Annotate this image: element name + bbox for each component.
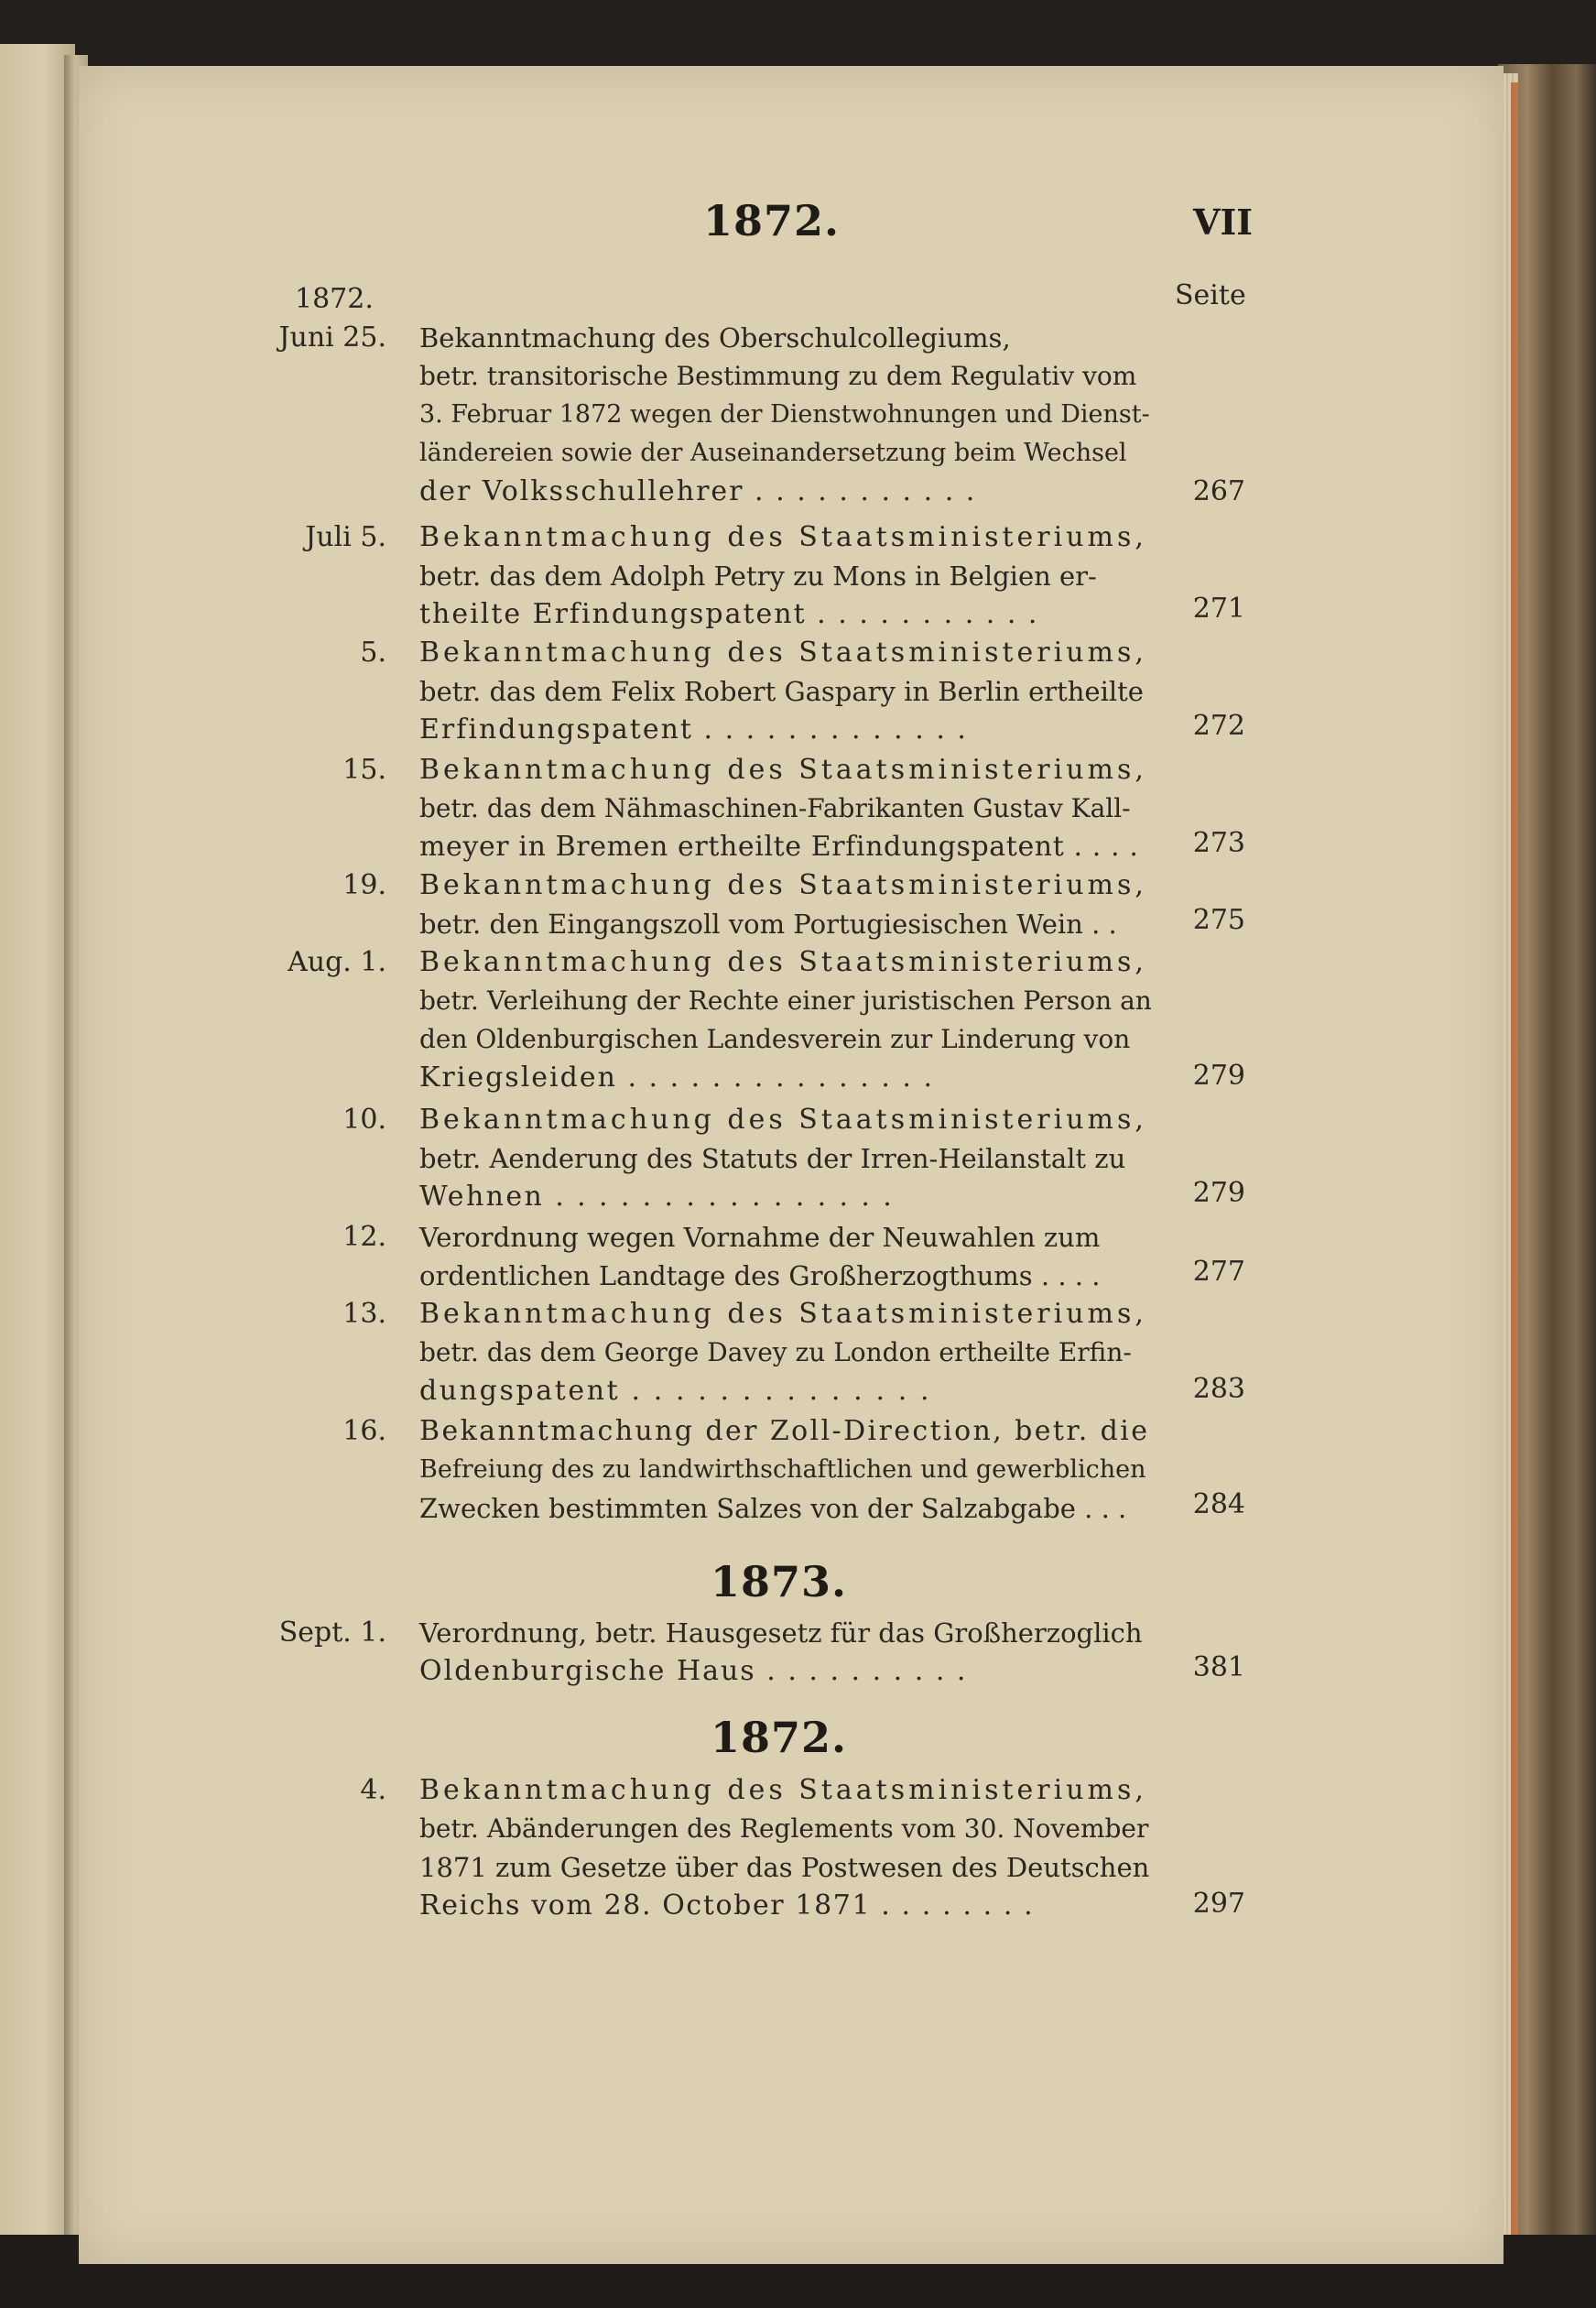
entry-date: 13. — [342, 1298, 386, 1330]
entry-page: 271 — [1192, 593, 1245, 625]
entry-line: betr. das dem Nähmaschinen-Fabrikanten Gustav Kall- — [419, 793, 1131, 823]
entry-page: 273 — [1192, 827, 1245, 859]
entry-date: 5. — [360, 637, 386, 669]
entry-page: 284 — [1192, 1488, 1245, 1520]
entry-line: betr. das dem Felix Robert Gaspary in Berlin ertheilte — [419, 676, 1144, 707]
entry-line: betr. Abänderungen des Reglements vom 30. November — [419, 1813, 1149, 1844]
entry-line: dungspatent . . . . . . . . . . . . . . — [419, 1375, 932, 1407]
entry-line: ländereien sowie der Auseinandersetzung beim Wechsel — [419, 439, 1127, 467]
entry-line: Befreiung des zu landwirthschaftlichen und gewerblichen — [419, 1455, 1146, 1484]
entry-page: 279 — [1192, 1060, 1245, 1092]
entry-date: 12. — [342, 1221, 386, 1253]
entry-page: 381 — [1192, 1651, 1245, 1683]
entry-date: Juni 25. — [278, 321, 386, 354]
entry-line: Bekanntmachung des Staatsministeriums, — [419, 1774, 1147, 1806]
entry-line: ordentlichen Landtage des Großherzogthums . . . . — [419, 1260, 1101, 1291]
entry-page: 277 — [1192, 1256, 1245, 1288]
entry-line: Bekanntmachung des Oberschulcollegiums, — [419, 322, 1011, 354]
entry-page: 267 — [1192, 475, 1245, 507]
entry-line: meyer in Bremen ertheilte Erfindungspatent . . . . — [419, 831, 1139, 863]
section-heading-1872: 1872. — [711, 1713, 848, 1762]
section-heading-1873: 1873. — [711, 1557, 848, 1606]
entry-line: betr. Verleihung der Rechte einer juristischen Person an — [419, 985, 1152, 1016]
red-page-edge — [1511, 82, 1518, 2244]
entry-line: betr. transitorische Bestimmung zu dem Regulativ vom — [419, 361, 1137, 391]
entry-line: Verordnung wegen Vornahme der Neuwahlen zum — [419, 1222, 1101, 1253]
entry-line: betr. das dem Adolph Petry zu Mons in Belgien er- — [419, 561, 1097, 592]
entry-line: 1871 zum Gesetze über das Postwesen des Deutschen — [419, 1852, 1150, 1883]
entry-line: den Oldenburgischen Landesverein zur Linderung von — [419, 1024, 1131, 1054]
entry-line: Bekanntmachung des Staatsministeriums, — [419, 637, 1147, 669]
entry-line: Zwecken bestimmten Salzes von der Salzabgabe . . . — [419, 1493, 1127, 1524]
entry-line: Bekanntmachung des Staatsministeriums, — [419, 946, 1147, 978]
entry-line: Bekanntmachung des Staatsministeriums, — [419, 1298, 1147, 1330]
book-binding-top — [0, 0, 1596, 73]
column-year: 1872. — [295, 283, 374, 315]
entry-line: Bekanntmachung des Staatsministeriums, — [419, 1104, 1147, 1136]
entry-line: betr. Aenderung des Statuts der Irren-Heilanstalt zu — [419, 1143, 1126, 1174]
entry-line: Bekanntmachung des Staatsministeriums, — [419, 754, 1147, 786]
page-title-year: 1872. — [703, 196, 841, 245]
entry-line: der Volksschullehrer . . . . . . . . . . . — [419, 475, 977, 507]
entry-line: Bekanntmachung des Staatsministeriums, — [419, 521, 1147, 553]
entry-line: Reichs vom 28. October 1871 . . . . . . . . — [419, 1889, 1035, 1922]
entry-line: betr. den Eingangszoll vom Portugiesischen Wein . . — [419, 909, 1117, 940]
entry-line: Oldenburgische Haus . . . . . . . . . . — [419, 1655, 968, 1687]
entry-line: Kriegsleiden . . . . . . . . . . . . . . . — [419, 1061, 935, 1094]
page-number: VII — [1193, 201, 1254, 243]
entry-line: Verordnung, betr. Hausgesetz für das Großherzoglich — [419, 1617, 1143, 1649]
entry-line: betr. das dem George Davey zu London ertheilte Erfin- — [419, 1337, 1132, 1367]
entry-line: Bekanntmachung der Zoll-Direction, betr. die — [419, 1415, 1150, 1447]
entry-date: Sept. 1. — [278, 1617, 386, 1649]
entry-line: 3. Februar 1872 wegen der Dienstwohnungen und Dienst- — [419, 400, 1150, 429]
entry-page: 279 — [1192, 1177, 1245, 1209]
entry-page: 297 — [1192, 1888, 1245, 1920]
entry-page: 272 — [1192, 710, 1245, 742]
entry-date: 15. — [342, 754, 386, 786]
column-page-label: Seite — [1175, 279, 1246, 311]
entry-page: 275 — [1192, 904, 1245, 936]
entry-date: Juli 5. — [305, 521, 386, 553]
entry-date: 4. — [360, 1774, 386, 1806]
entry-line: Wehnen . . . . . . . . . . . . . . . . — [419, 1181, 895, 1213]
entry-date: 16. — [342, 1415, 386, 1447]
entry-date: Aug. 1. — [288, 946, 386, 978]
entry-line: theilte Erfindungspatent . . . . . . . . . . . — [419, 598, 1039, 630]
entry-page: 283 — [1192, 1373, 1245, 1405]
entry-line: Bekanntmachung des Staatsministeriums, — [419, 869, 1147, 901]
entry-line: Erfindungspatent . . . . . . . . . . . . . — [419, 713, 968, 746]
entry-date: 19. — [342, 869, 386, 901]
entry-date: 10. — [342, 1104, 386, 1136]
